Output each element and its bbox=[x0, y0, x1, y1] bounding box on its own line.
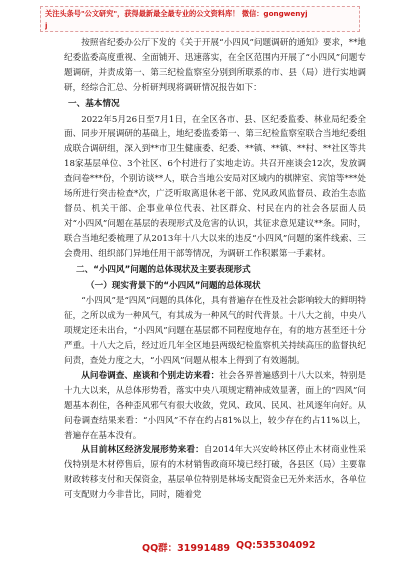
economy-text: 自2014年大兴安岭林区停止木材商业性采伐特别是木材停售后，原有的木材销售政商环境已经打破，各县区（局）主要靠财政转移支付和天保资金，基层单位特别是林场支配资金已无外来活水，各单位可支配财力今非昔比，同时，随着党 bbox=[64, 445, 366, 501]
qq-group-label: QQ群：31991489 bbox=[142, 543, 231, 554]
contact-footer bbox=[0, 540, 408, 556]
subheading-current-status: （一）现实背景下的“小四风”问题的总体现状 bbox=[86, 280, 261, 291]
qq-contact-label: QQ:535304092 bbox=[236, 540, 316, 551]
status-paragraph-2 bbox=[64, 369, 366, 444]
intro-paragraph: 按照省纪委办公厅下发的《关于开展“小四风”问题调研的通知》要求，**地纪委监委高度重视、全面铺开、迅速落实，在全区范围内开展了“小四风”问题专题调研，并责成第一、第三纪检监察室分别到所联系的市、县（局）进行实地调研，经综合汇总、分析研判现将调研情况报告如下： bbox=[64, 38, 366, 93]
promo-banner-line2: j bbox=[45, 21, 48, 30]
status-paragraph-1: “小四风”是“四风”问题的具体化，具有普遍存在性及社会影响较大的鲜明特征，之所以成为一种风气，有其成为一种风气的时代背景。十八大之前，中央八项规定还未出台，“小四风”问题在基层都不同程度地存在，有的地方甚至还十分严重。十八大之后，经过近几年全区地县两级纪检监察机关持续高压的监督执纪问责，查处力度之大，“小四风”问题从根本上得到了有效遏制。 bbox=[64, 296, 366, 367]
survey-lead: 从问卷调查、座谈和个别走访来看： bbox=[81, 370, 220, 381]
heading-basic-situation: 一、基本情况 bbox=[68, 98, 120, 109]
basic-situation-paragraph: 2022年5月26日至7月1日，在全区各市、县、区纪委监委、林业局纪委全面、同步开展调研的基础上，地纪委监委第一、第三纪检监察室联合当地纪委组成联合调研组，深入到**市卫生健康委、纪委、**镇、**镇、**村、**社区等共18家基层单位、3个社区、6个村进行了实地走访。共召开座谈会12次，发放调查问卷***份，个别访谈**人，联合当地公安局对区域内的棋牌室、宾馆等***处场所进行突击检查*次，广泛听取离退休老干部、党风政风监督员、政治生态监督员、机关干部、企事业单位代表、社区群众、村民在内的社会各层面人员对“小四风”问题在基层的表现形式及危害的认识，其征求意见建议**条。同时，联合当地纪委梳理了从2013年十八大以来的违反“小四风”问题的案件线索、三会费用、组织部门异地任用干部等情况，为调研工作积累第一手素材。 bbox=[64, 114, 366, 259]
survey-text: 社会各界普遍感到十八大以来，特别是十九大以来，从总体形势看，落实中央八项规定精神成效显著，面上的“四风”问题基本刹住，各种歪风邪气有很大收敛，党风、政风、民风、社风逐年向好。从问卷调查结果来看：“小四风”不存在约占81%以上，较少存在约占11%以上，普遍存在基本没有。 bbox=[64, 370, 366, 441]
promo-banner bbox=[40, 6, 360, 32]
document-body bbox=[64, 36, 366, 503]
heading-overall-status: 二、“小四风”问题的总体现状及主要表现形式 bbox=[76, 264, 251, 275]
status-paragraph-3 bbox=[64, 443, 366, 503]
promo-banner-line1: 关注头条号"公文研究"，获得最新最全最专业的公文资料库！ 微信：gongwenyj bbox=[45, 9, 308, 18]
economy-lead: 从目前林区经济发展形势来看： bbox=[81, 445, 204, 456]
